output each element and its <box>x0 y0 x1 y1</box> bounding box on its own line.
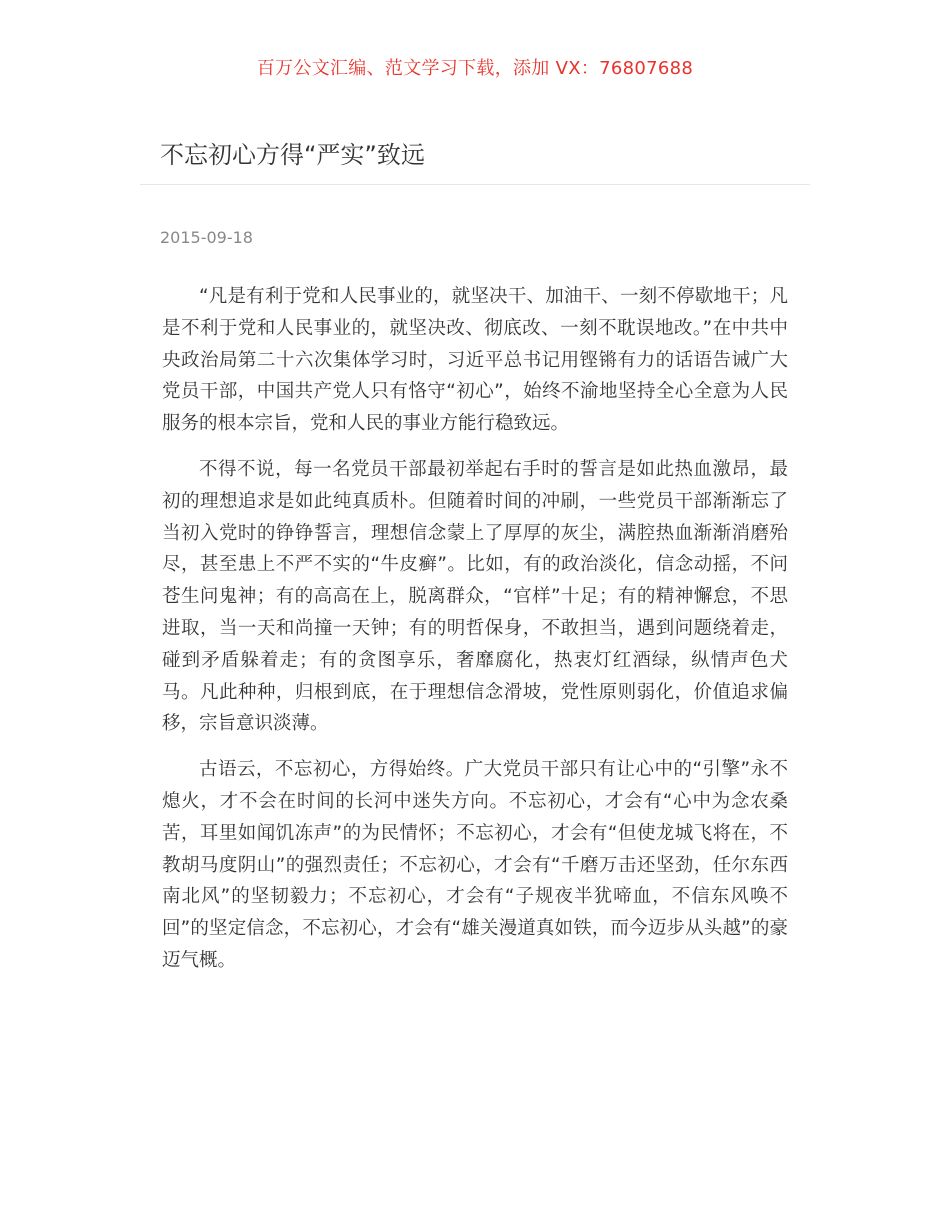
article <box>140 136 810 991</box>
promo-banner: 百万公文汇编、范文学习下载，添加 VX：76807688 <box>256 58 694 79</box>
article-paragraph-1: “凡是有利于党和人民事业的，就坚决干、加油干、一刻不停歇地干；凡是不利于党和人民事业的，就坚决改、彻底改、一刻不耽误地改。”在中共中央政治局第二十六次集体学习时，习近平总书记用铿锵有力的话语告诫广大党员干部，中国共产党人只有恪守“初心”，始终不渝地坚持全心全意为人民服务的根本宗旨，党和人民的事业方能行稳致远。 <box>162 286 788 435</box>
article-paragraph-2: 不得不说，每一名党员干部最初举起右手时的誓言是如此热血激昂，最初的理想追求是如此纯真质朴。但随着时间的冲刷，一些党员干部渐渐忘了当初入党时的铮铮誓言，理想信念蒙上了厚厚的灰尘，满腔热血渐渐消磨殆尽，甚至患上不严不实的“牛皮癣”。比如，有的政治淡化，信念动摇，不问苍生问鬼神；有的高高在上，脱离群众，“官样”十足；有的精神懈怠，不思进取，当一天和尚撞一天钟；有的明哲保身，不敢担当，遇到问题绕着走，碰到矛盾躲着走；有的贪图享乐，奢靡腐化，热衷灯红酒绿，纵情声色犬马。凡此种种，归根到底，在于理想信念滑坡，党性原则弱化，价值追求偏移，宗旨意识淡薄。 <box>162 458 788 735</box>
title-divider <box>140 184 810 185</box>
article-body <box>140 281 788 977</box>
page-title: 不忘初心方得“严实”致远 <box>160 141 425 169</box>
publish-date: 2015-09-18 <box>160 228 253 247</box>
article-paragraph-3: 古语云，不忘初心，方得始终。广大党员干部只有让心中的“引擎”永不熄火，才不会在时间的长河中迷失方向。不忘初心，才会有“心中为念农桑苦，耳里如闻饥冻声”的为民情怀；不忘初心，才会有“但使龙城飞将在，不教胡马度阴山”的强烈责任；不忘初心，才会有“千磨万击还坚劲，任尔东西南北风”的坚韧毅力；不忘初心，才会有“子规夜半犹啼血，不信东风唤不回”的坚定信念，不忘初心，才会有“雄关漫道真如铁，而今迈步从头越”的豪迈气概。 <box>162 759 788 971</box>
